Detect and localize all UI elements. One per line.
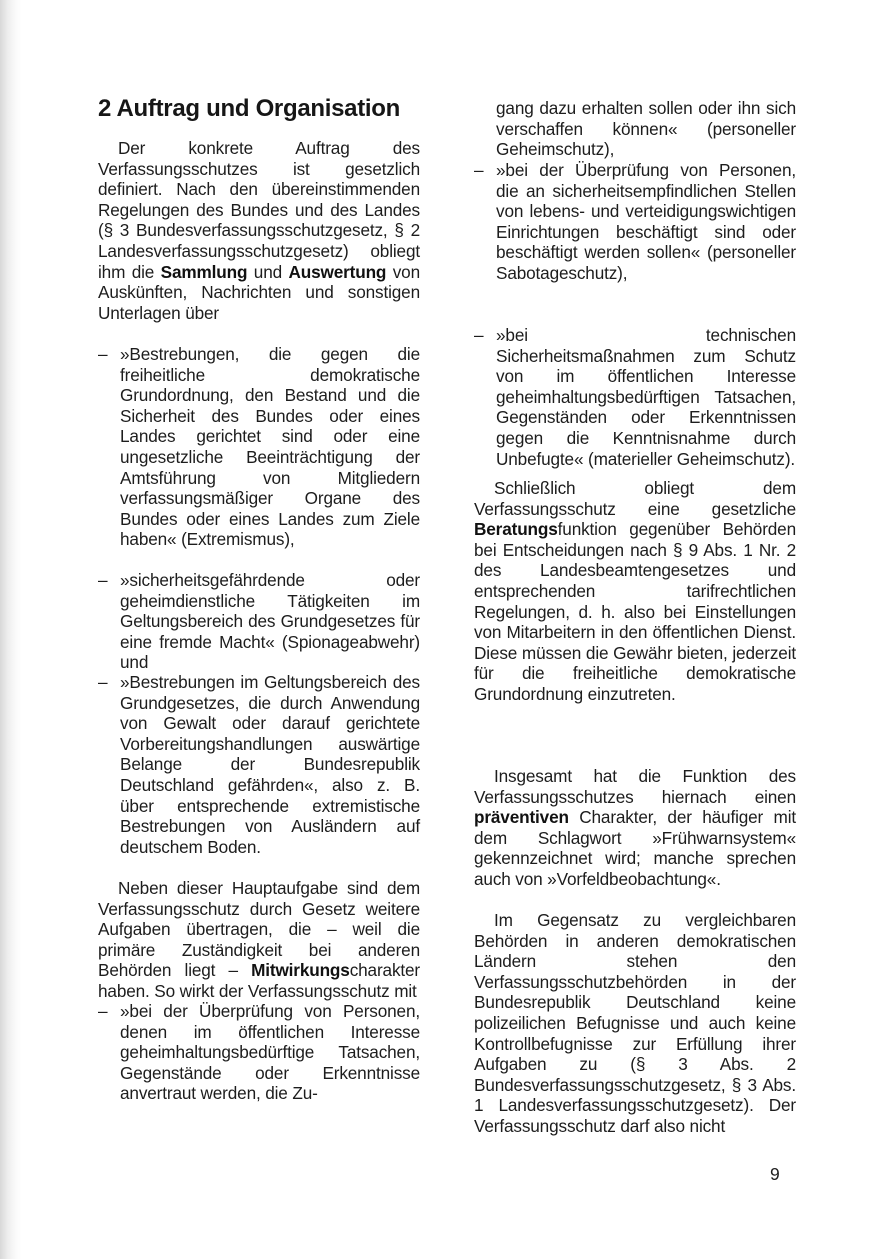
continued-list-text — [496, 98, 796, 160]
page-number: 9 — [770, 1164, 780, 1184]
mitwirkung-text: Neben dieser Hauptaufgabe sind dem Verfassungsschutz durch Gesetz weitere Aufgaben übertragen, die – weil die primäre Zuständigkeit bei anderen Behörden liegt – — [98, 878, 420, 981]
list-item-materieller-geheimschutz — [474, 325, 796, 469]
list-item-text: »bei technischen Sicherheitsmaßnahmen zum Schutz von im öffentlichen Interesse geheimhaltungsbedürftigen Tatsachen, Gegenständen oder Erkenntnissen gegen die Kenntnisnahme durch Unbefugte« (materieller Geheimschutz). — [496, 325, 796, 469]
book-spine-shadow — [0, 0, 22, 1259]
dash-bullet: – — [474, 325, 484, 345]
dash-bullet: – — [98, 344, 108, 364]
befugnisse-text: Im Gegensatz zu vergleichbaren Behörden in anderen demokratischen Ländern stehen den Verfassungsschutzbehörden in der Bundesrepublik Deutschland keine polizeilichen Befugnisse und auch keine Kontrollbefugnisse zur Erfüllung ihrer Aufgaben zu (§ 3 Abs. 2 Bundesverfassungsschutzgesetz, § 3 Abs. 1 Landesverfassungsschutzgesetz). Der Verfassungsschutz darf also nicht — [474, 910, 796, 1136]
intro-text-end: von Auskünften, Nachrichten und sonstigen Unterlagen über — [98, 261, 420, 323]
dash-bullet: – — [98, 672, 108, 692]
list-item-text: »bei der Überprüfung von Personen, denen im öffentlichen Interesse geheimhaltungsbedürftige Tatsachen, Gegenstände oder Erkenntnisse anvertraut werden, die Zu- — [120, 1001, 420, 1104]
list-item-sabotageschutz — [474, 160, 796, 284]
list-item-spionageabwehr — [98, 570, 420, 673]
mitwirkung-paragraph — [98, 878, 420, 1002]
beratung-paragraph — [474, 478, 796, 705]
list-item-extremismus — [98, 344, 420, 550]
continued-text: gang dazu erhalten sollen oder ihn sich verschaffen können« (personeller Geheimschutz), — [496, 98, 796, 160]
intro-text: Der konkrete Auftrag des Verfassungsschutzes ist gesetzlich definiert. Nach den übereinstimmenden Regelungen des Bundes und des Landes (§ 3 Bundesverfassungsschutzgesetz, § 2 Landesverfassungsschutzgesetz) obliegt ihm die — [98, 138, 420, 282]
beratung-text-end: funktion gegenüber Behörden bei Entscheidungen nach § 9 Abs. 1 Nr. 2 des Landesbeamtengesetzes und entsprechenden tarifrechtlichen Regelungen, d. h. also bei Einstellungen von Mitarbeitern in den öffentlichen Dienst. Diese müssen die Gewähr bieten, jederzeit für die freiheitliche demokratische Grundordnung einzutreten. — [474, 519, 796, 704]
section-heading: 2 Auftrag und Organisation — [98, 95, 400, 122]
keyword-mitwirkung: Mitwirkungs — [251, 960, 350, 981]
list-item-text: »bei der Überprüfung von Personen, die an sicherheitsempfindlichen Stellen von lebens- und verteidigungswichtigen Einrichtungen beschäftigt sind oder beschäftigt werden sollen« (personeller Sabotageschutz), — [496, 160, 796, 283]
praevention-paragraph — [474, 766, 796, 890]
list-item-personeller-geheimschutz — [98, 1001, 420, 1104]
beratung-text: Schließlich obliegt dem Verfassungsschutz eine gesetzliche — [474, 478, 796, 519]
dash-bullet: – — [474, 160, 484, 180]
praevention-text: Insgesamt hat die Funktion des Verfassungsschutzes hiernach einen — [474, 766, 796, 807]
dash-bullet: – — [98, 570, 108, 590]
keyword-sammlung: Sammlung — [160, 261, 248, 282]
list-item-text: »Bestrebungen, die gegen die freiheitliche demokratische Grundordnung, den Bestand und die Sicherheit des Bundes oder eines Landes gerichtet sind oder eine ungesetzliche Beeinträchtigung der Amtsführung von Mitgliedern verfassungsmäßiger Organe des Bundes oder eines Landes zum Ziele haben« (Extremismus), — [120, 344, 420, 550]
list-item-text: »Bestrebungen im Geltungsbereich des Grundgesetzes, die durch Anwendung von Gewalt oder darauf gerichtete Vorbereitungshandlungen auswärtige Belange der Bundesrepublik Deutschland gefährden«, also z. B. über entsprechende extremistische Bestrebungen von Ausländern auf deutschem Boden. — [120, 672, 420, 857]
dash-bullet: – — [98, 1001, 108, 1021]
intro-paragraph — [98, 138, 420, 323]
keyword-beratung: Beratungs — [474, 519, 558, 540]
mitwirkung-text-end: charakter haben. So wirkt der Verfassungsschutz mit — [98, 960, 420, 1001]
praevention-text-end: Charakter, der häufiger mit dem Schlagwort »Frühwarnsystem« gekennzeichnet wird; manche sprechen auch von »Vorfeldbeobachtung«. — [474, 807, 796, 889]
befugnisse-paragraph — [474, 910, 796, 1137]
keyword-praeventiv: präventiven — [474, 807, 569, 828]
keyword-auswertung: Auswertung — [288, 261, 387, 282]
list-item-auslaender — [98, 672, 420, 857]
list-item-text: »sicherheitsgefährdende oder geheimdienstliche Tätigkeiten im Geltungsbereich des Grundgesetzes für eine fremde Macht« (Spionageabwehr) und — [120, 570, 420, 673]
intro-text-mid: und — [247, 261, 289, 282]
